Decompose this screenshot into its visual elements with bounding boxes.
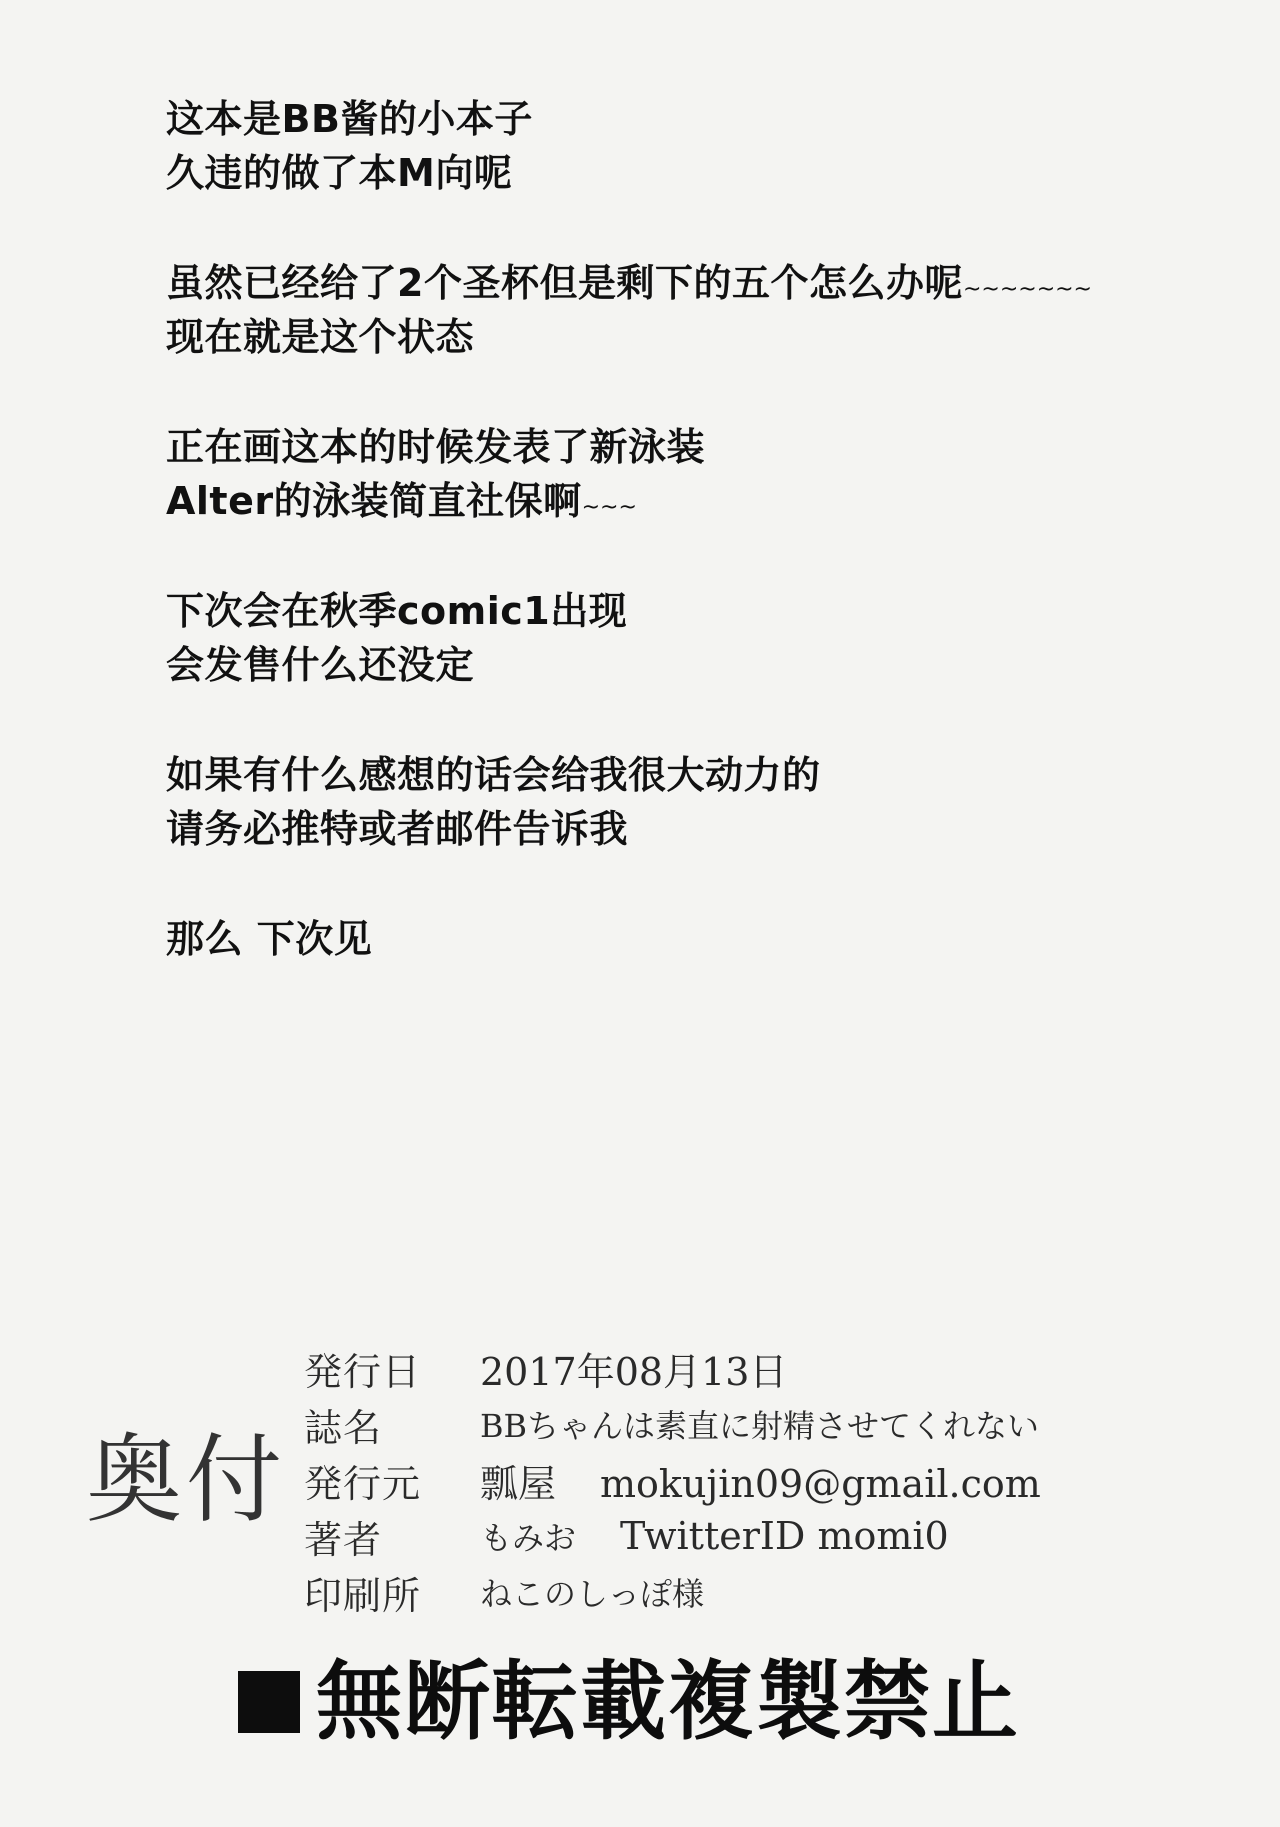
afterword-line	[166, 474, 1166, 528]
colophon-value	[480, 1513, 949, 1559]
afterword	[166, 92, 1166, 1022]
tilde-mark: ~~~	[581, 495, 637, 520]
afterword-line: 会发售什么还没定	[166, 643, 475, 687]
publisher-email: mokujin09@gmail.com	[600, 1461, 1041, 1506]
colophon-key: 発行日	[304, 1349, 422, 1394]
colophon-value: ねこのしっぽ様	[480, 1575, 705, 1613]
colophon	[304, 1340, 1234, 1620]
colophon-key: 印刷所	[304, 1573, 422, 1618]
afterword-line: 那么 下次见	[166, 917, 373, 961]
afterword-paragraph-1	[166, 92, 1166, 200]
colophon-key: 著者	[304, 1517, 383, 1562]
afterword-paragraph-5	[166, 748, 1166, 856]
colophon-value: 2017年08月13日	[480, 1349, 788, 1394]
afterword-line: 现在就是这个状态	[166, 315, 475, 359]
author-name: もみお	[480, 1519, 577, 1557]
afterword-paragraph-2	[166, 256, 1166, 364]
afterword-line: 正在画这本的时候发表了新泳装	[166, 425, 706, 469]
colophon-label: 奥付	[86, 1424, 286, 1536]
afterword-paragraph-4	[166, 584, 1166, 692]
afterword-line-text: Alter的泳装简直社保啊	[166, 479, 582, 523]
colophon-key: 発行元	[304, 1461, 422, 1506]
afterword-line: 请务必推特或者邮件告诉我	[166, 807, 629, 851]
afterword-paragraph-6	[166, 912, 1166, 966]
afterword-paragraph-3	[166, 420, 1166, 528]
colophon-value	[480, 1453, 1041, 1508]
afterword-line	[166, 256, 1166, 310]
afterword-line-text: 虽然已经给了2个圣杯但是剩下的五个怎么办呢	[166, 261, 963, 305]
reprint-notice	[238, 1652, 1020, 1752]
afterword-line: 久违的做了本M向呢	[166, 151, 513, 195]
square-bullet-icon	[238, 1671, 300, 1733]
colophon-row-publisher	[304, 1452, 1234, 1508]
reprint-notice-text: 無断転載複製禁止	[316, 1652, 1020, 1752]
colophon-row-title	[304, 1396, 1234, 1452]
afterword-line: 如果有什么感想的话会给我很大动力的	[166, 753, 821, 797]
publisher-name: 瓢屋	[480, 1461, 557, 1506]
colophon-key: 誌名	[304, 1405, 383, 1450]
colophon-value: BBちゃんは素直に射精させてくれない	[480, 1407, 1040, 1445]
afterword-line: 下次会在秋季comic1出现	[166, 589, 628, 633]
colophon-row-printer	[304, 1564, 1234, 1620]
tilde-mark: ~~~~~~~	[962, 277, 1092, 302]
author-twitter: TwitterID momi0	[620, 1514, 949, 1558]
colophon-row-issue-date	[304, 1340, 1234, 1396]
afterword-line: 这本是BB酱的小本子	[166, 97, 533, 141]
colophon-row-author	[304, 1508, 1234, 1564]
